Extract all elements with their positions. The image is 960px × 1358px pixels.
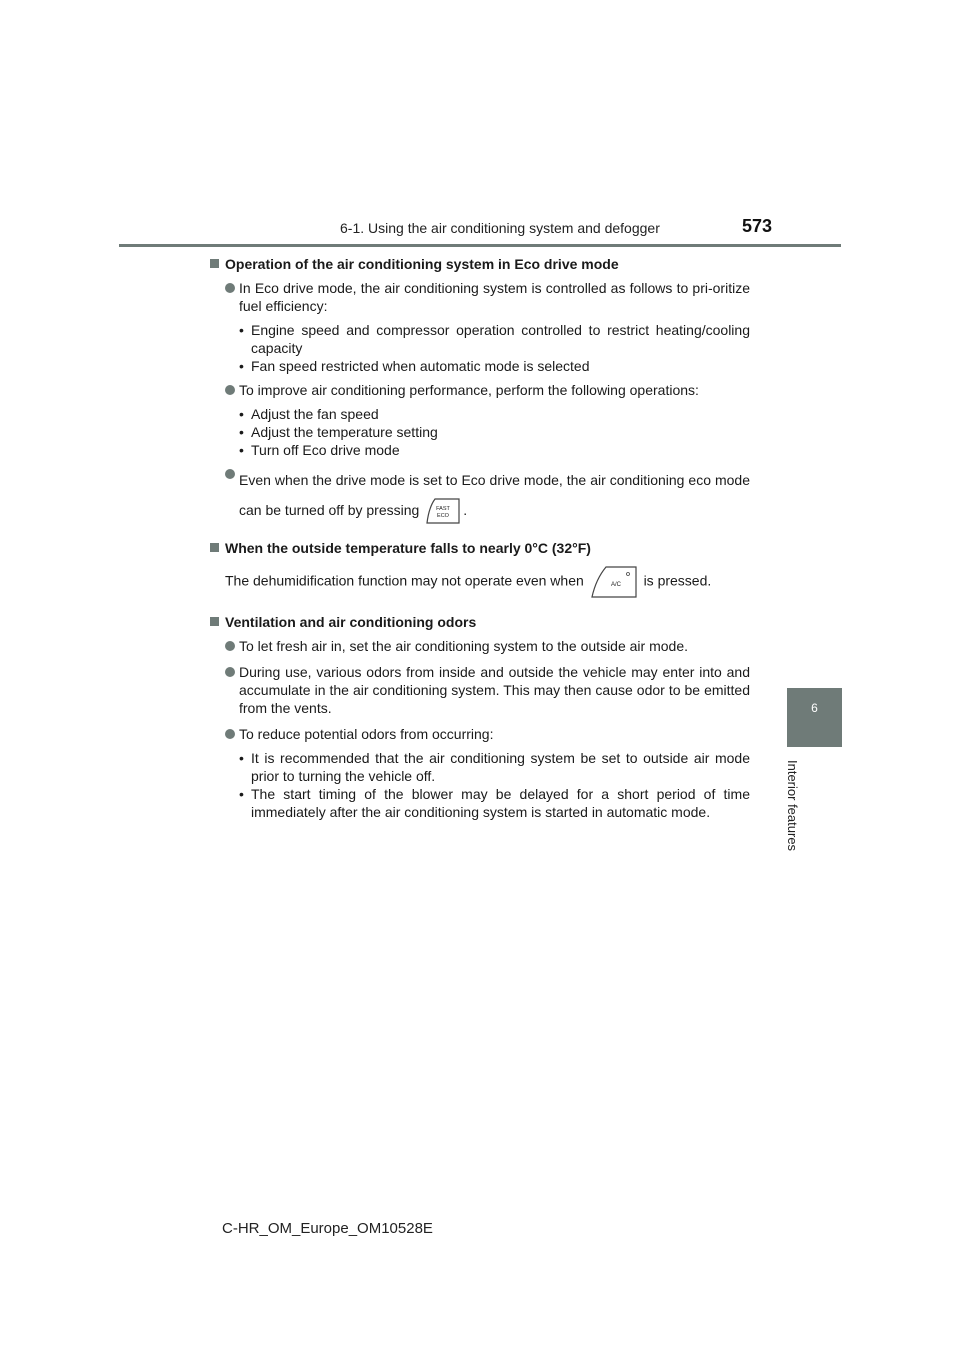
sub-list xyxy=(210,405,750,459)
bullet-dot-icon xyxy=(225,641,235,651)
chapter-tab: 6 xyxy=(787,688,842,747)
paragraph: The dehumidification function may not operate even when A/C is pressed. xyxy=(210,565,750,599)
bullet-dot-icon xyxy=(225,385,235,395)
sub-list xyxy=(210,321,750,375)
bullet-dot-icon xyxy=(225,469,235,479)
fast-eco-button-icon xyxy=(423,497,463,525)
section-heading-ventilation-odors: Ventilation and air conditioning odors xyxy=(210,613,750,631)
document-id-footer: C-HR_OM_Europe_OM10528E xyxy=(222,1220,433,1237)
section-square-icon xyxy=(210,543,219,552)
svg-text:ECO: ECO xyxy=(437,513,450,520)
page-content xyxy=(210,255,750,827)
bullet-dot-icon xyxy=(225,729,235,739)
section-heading-outside-temperature: When the outside temperature falls to nearly 0°C (32°F) xyxy=(210,539,750,557)
list-item: To improve air conditioning performance, perform the following operations: xyxy=(210,381,750,399)
ac-button-icon xyxy=(588,565,640,599)
section-square-icon xyxy=(210,617,219,626)
list-item: During use, various odors from inside and outside the vehicle may enter into and accumulate in the air conditioning system. This may then cause odor to be emitted from the vents. xyxy=(210,663,750,717)
bullet-dot-icon xyxy=(225,667,235,677)
list-item: Even when the drive mode is set to Eco drive mode, the air conditioning eco mode can be turned off by pressing FAST ECO . xyxy=(210,465,750,525)
list-item: To let fresh air in, set the air conditioning system to the outside air mode. xyxy=(210,637,750,655)
header-divider xyxy=(119,244,841,247)
section-heading-eco-mode: Operation of the air conditioning system in Eco drive mode xyxy=(210,255,750,273)
sub-list xyxy=(210,749,750,821)
sub-list-item: • Turn off Eco drive mode xyxy=(239,442,400,458)
bullet-dot-icon xyxy=(225,283,235,293)
svg-text:FAST: FAST xyxy=(436,506,451,513)
chapter-label xyxy=(778,760,810,860)
sub-list-item: • The start timing of the blower may be delayed for a short period of time immediately after the air conditioning system is started in automatic mode. xyxy=(239,786,750,821)
section-square-icon xyxy=(210,259,219,268)
page-number: 573 xyxy=(742,216,773,236)
section-header-title: 6-1. Using the air conditioning system and defogger xyxy=(340,220,660,236)
sub-list-item: • It is recommended that the air conditioning system be set to outside air mode prior to turning the vehicle off. xyxy=(239,750,750,785)
sub-list-item: • Adjust the fan speed xyxy=(239,406,379,422)
svg-text:A/C: A/C xyxy=(610,582,621,589)
list-item: In Eco drive mode, the air conditioning system is controlled as follows to pri-oritize fuel efficiency: xyxy=(210,279,750,315)
sub-list-item: • Engine speed and compressor operation controlled to restrict heating/cooling capacity xyxy=(239,322,750,356)
sub-list-item: • Adjust the temperature setting xyxy=(239,424,438,440)
chapter-label-text: Interior features xyxy=(785,760,800,852)
sub-list-item: • Fan speed restricted when automatic mode is selected xyxy=(239,358,590,374)
list-item: To reduce potential odors from occurring: xyxy=(210,725,750,743)
